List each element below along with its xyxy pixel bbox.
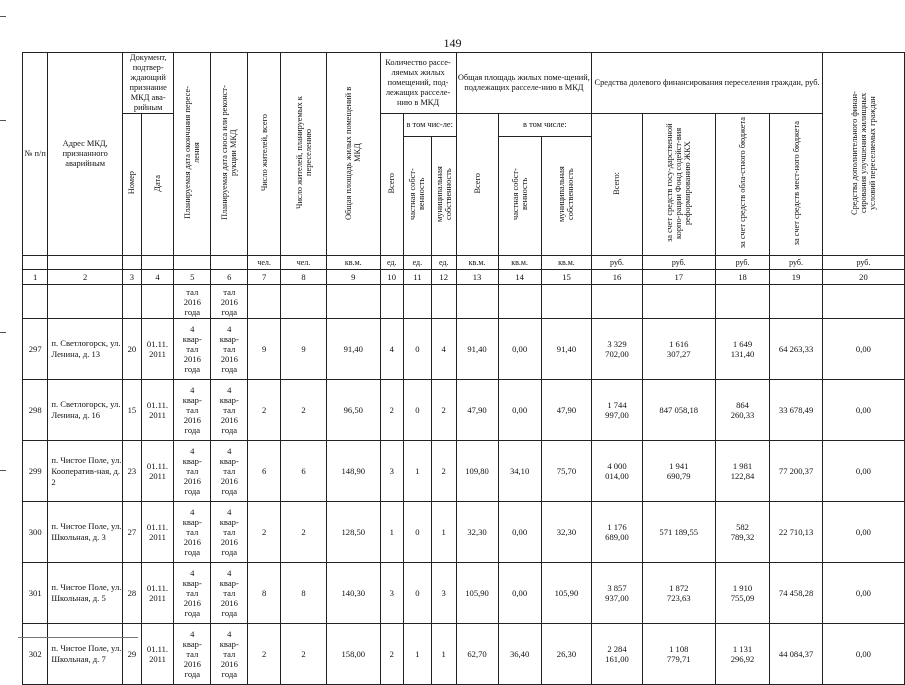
cell-line: 937,00: [605, 593, 629, 603]
header-quantity-group: Количество рассе-ляемых жилых помещений, под-лежащих расселе-нию в МКД: [380, 53, 456, 114]
header-area-group: Общая площадь жилых поме-щений, подлежащих расселе-нию в МКД: [456, 53, 592, 114]
cell-c11: 1: [403, 441, 431, 502]
cell-c8: 2: [281, 502, 327, 563]
cell-line: тал: [186, 588, 199, 598]
column-number-cell: 12: [431, 270, 456, 285]
cell-c10: 3: [380, 563, 403, 624]
cell-line: года: [184, 364, 201, 374]
cell-line: квар-: [219, 395, 239, 405]
unit-cell: [48, 256, 123, 270]
cell-line: 582: [736, 522, 749, 532]
cell-doc_date: 01.11. 2011: [141, 319, 174, 380]
cell-c18: [715, 380, 770, 441]
cell-c15: 32,30: [541, 502, 592, 563]
cell-line: 1 872: [669, 583, 689, 593]
column-number-cell: 6: [211, 270, 248, 285]
cell-c11: 0: [403, 563, 431, 624]
cell-line: 4: [227, 507, 232, 517]
cell-c16: [592, 563, 643, 624]
cell-line: 4: [227, 568, 232, 578]
column-number-cell: 10: [380, 270, 403, 285]
cell-c11: 0: [403, 319, 431, 380]
header-funds-local: за счет средств мест-ного бюджета: [770, 114, 823, 256]
header-doc-number: Номер: [123, 114, 142, 256]
cell-line: 1 176: [607, 522, 627, 532]
cell-line: 689,00: [605, 532, 629, 542]
cell-addr: п. Чистое Поле, ул. Школьная, д. 3: [48, 502, 123, 563]
cell-c9: 158,00: [327, 624, 381, 685]
column-number-cell: 19: [770, 270, 823, 285]
cell-line: 2016: [183, 415, 201, 425]
header-number: № п/п: [23, 53, 48, 256]
cell-line: 2016: [183, 659, 201, 669]
cell-c18: [715, 441, 770, 502]
cell-c12: 4: [431, 319, 456, 380]
cell-line: 307,27: [666, 349, 691, 359]
cell-addr: п. Чистое Поле, ул. Школьная, д. 5: [48, 563, 123, 624]
table-row: [23, 502, 905, 563]
cell-c8: 8: [281, 563, 327, 624]
cell-line: тал: [186, 405, 199, 415]
column-number-cell: 9: [327, 270, 381, 285]
unit-cell: ед.: [380, 256, 403, 270]
cell-c16: [592, 502, 643, 563]
header-col5: Планируемая дата окончания пересе-ления: [174, 53, 211, 256]
cell-c20: 0,00: [822, 319, 904, 380]
cell-line: 1 108: [669, 644, 689, 654]
unit-cell: руб.: [770, 256, 823, 270]
cell-c5: [174, 624, 211, 685]
cell-c19: 33 678,49: [770, 380, 823, 441]
cell-addr: п. Чистое Поле, ул. Школьная, д. 7: [48, 624, 123, 685]
cell-line: квар-: [219, 639, 239, 649]
cell-line: 779,71: [666, 654, 691, 664]
resettlement-table: [22, 52, 905, 685]
cell-line: тал: [223, 588, 236, 598]
cell-c10: 1: [380, 502, 403, 563]
cell-line: 1 131: [732, 644, 753, 654]
cell-line: 4: [190, 507, 195, 517]
cell-c11: 1: [403, 624, 431, 685]
cell-line: 571 189,55: [659, 527, 699, 537]
cell-addr: п. Светлогорск, ул. Ленина, д. 16: [48, 380, 123, 441]
cell-doc_date: 01.11. 2011: [141, 380, 174, 441]
cell-c14: 0,00: [498, 319, 541, 380]
cell-c7: 9: [248, 319, 281, 380]
cell-line: 2016: [220, 598, 238, 608]
column-number-cell: 11: [403, 270, 431, 285]
cell-c20: 0,00: [822, 624, 904, 685]
table-row: [23, 380, 905, 441]
cell-line: 847 058,18: [659, 405, 699, 415]
header-col9: Общая площадь жилых помещений в МКД: [327, 53, 381, 256]
cell-c12: 2: [431, 380, 456, 441]
cell-c16: [592, 624, 643, 685]
cell-line: 3 329: [607, 339, 627, 349]
cell-c20: 0,00: [822, 502, 904, 563]
cell-line: тал: [223, 649, 236, 659]
cell-line: квар-: [182, 334, 202, 344]
cell-c17: [642, 624, 715, 685]
cell-c17: [642, 319, 715, 380]
continuation-row: [23, 285, 905, 319]
cell-n: 297: [23, 319, 48, 380]
unit-cell: ед.: [431, 256, 456, 270]
column-number-cell: 7: [248, 270, 281, 285]
cell-line: 131,40: [730, 349, 755, 359]
cell-c7: 2: [248, 624, 281, 685]
cell-line: 2016: [183, 537, 201, 547]
cell-line: года: [184, 425, 201, 435]
cell-c14: 34,10: [498, 441, 541, 502]
cell-c18: [715, 502, 770, 563]
cell-line: года: [184, 608, 201, 618]
cell-c20: 0,00: [822, 563, 904, 624]
cell-line: 4 000: [607, 461, 627, 471]
column-number-cell: 3: [123, 270, 142, 285]
header-col7: Число жителей, всего: [248, 53, 281, 256]
header-doc-date: Дата: [141, 114, 174, 256]
cell-c11: 0: [403, 502, 431, 563]
cell-c6: [211, 319, 248, 380]
cell-line: 2016: [183, 476, 201, 486]
cell-line: года: [184, 486, 201, 496]
cell-line: года: [221, 486, 238, 496]
cell-doc_no: 20: [123, 319, 142, 380]
cell-n: 301: [23, 563, 48, 624]
cell-c18: [715, 563, 770, 624]
cell-line: 2 284: [607, 644, 627, 654]
unit-cell: кв.м.: [456, 256, 498, 270]
cell-line: тал: [223, 405, 236, 415]
cell-line: квар-: [219, 456, 239, 466]
cell-c6: [211, 380, 248, 441]
cell-line: года: [184, 547, 201, 557]
header-funds-total: Всего:: [592, 114, 643, 256]
cell-c17: [642, 441, 715, 502]
margin-marks: [0, 0, 6, 640]
cell-line: 4: [227, 446, 232, 456]
cell-line: 864: [736, 400, 749, 410]
column-number-cell: 13: [456, 270, 498, 285]
column-numbers-row: [23, 270, 905, 285]
cell-c13: 91,40: [456, 319, 498, 380]
table-row: [23, 624, 905, 685]
cell-c9: 140,30: [327, 563, 381, 624]
column-number-cell: 16: [592, 270, 643, 285]
cell-c15: 91,40: [541, 319, 592, 380]
cell-doc_no: 28: [123, 563, 142, 624]
cell-c13: 32,30: [456, 502, 498, 563]
cell-line: тал: [186, 527, 199, 537]
column-number-cell: 5: [174, 270, 211, 285]
cell-c19: 77 200,37: [770, 441, 823, 502]
cell-c6: [211, 502, 248, 563]
cell-line: 4: [190, 385, 195, 395]
cell-line: 789,32: [730, 532, 755, 542]
cell-line: квар-: [182, 578, 202, 588]
cell-line: 4: [227, 629, 232, 639]
cell-line: тал: [223, 344, 236, 354]
cell-line: квар-: [182, 456, 202, 466]
cell-c18: [715, 319, 770, 380]
cell-line: 723,63: [666, 593, 691, 603]
cell-line: квар-: [182, 639, 202, 649]
cell-c9: 96,50: [327, 380, 381, 441]
cell-c9: 128,50: [327, 502, 381, 563]
header-col8: Число жителей, планируемых к переселению: [281, 53, 327, 256]
cell-line: 4: [190, 446, 195, 456]
cell-c10: 4: [380, 319, 403, 380]
cell-c14: 36,40: [498, 624, 541, 685]
cell-line: 2016: [220, 659, 238, 669]
cell-line: 1 941: [669, 461, 689, 471]
unit-cell: кв.м.: [541, 256, 592, 270]
cell-line: 1 616: [669, 339, 689, 349]
unit-cell: кв.м.: [327, 256, 381, 270]
cell-n: 302: [23, 624, 48, 685]
cell-c8: 9: [281, 319, 327, 380]
unit-cell: руб.: [592, 256, 643, 270]
header-area-municipal: муниципальная собственность: [541, 136, 592, 255]
header-area-total: Всего: [456, 114, 498, 256]
header-address: Адрес МКД, признанного аварийным: [48, 53, 123, 256]
cell-c9: 148,90: [327, 441, 381, 502]
header-col6: Планируемая дата сноса или реконст-рукции МКД: [211, 53, 248, 256]
cell-line: 4: [227, 385, 232, 395]
cell-c19: 74 458,28: [770, 563, 823, 624]
cell-line: 4: [227, 324, 232, 334]
unit-cell: кв.м.: [498, 256, 541, 270]
unit-cell: чел.: [248, 256, 281, 270]
cell-c12: 3: [431, 563, 456, 624]
unit-cell: руб.: [822, 256, 904, 270]
unit-cell: [211, 256, 248, 270]
cell-c8: 6: [281, 441, 327, 502]
cell-doc_no: 29: [123, 624, 142, 685]
cell-doc_date: 01.11. 2011: [141, 441, 174, 502]
cell-line: года: [221, 669, 238, 679]
column-number-cell: 15: [541, 270, 592, 285]
column-number-cell: 8: [281, 270, 327, 285]
table-row: [23, 563, 905, 624]
header-qty-incl: в том чис-ле:: [403, 114, 456, 137]
cell-line: 122,84: [730, 471, 755, 481]
cell-c13: 62,70: [456, 624, 498, 685]
cell-line: тал: [186, 466, 199, 476]
cell-c15: 75,70: [541, 441, 592, 502]
cell-line: 3 857: [607, 583, 627, 593]
units-row: [23, 256, 905, 270]
cell-line: 4: [190, 568, 195, 578]
cell-line: 4: [190, 629, 195, 639]
unit-cell: чел.: [281, 256, 327, 270]
cell-line: 2016: [183, 354, 201, 364]
cell-c17: [642, 563, 715, 624]
cell-c12: 2: [431, 441, 456, 502]
header-funds-fund: за счет средств госу-дарственной корпо-рации Фонд содейст-вия реформированию ЖКХ: [642, 114, 715, 256]
column-number-cell: 20: [822, 270, 904, 285]
column-number-cell: 18: [715, 270, 770, 285]
cell-line: 2016: [220, 354, 238, 364]
cell-line: 2016: [220, 476, 238, 486]
cell-line: 2016: [183, 598, 201, 608]
cell-c11: 0: [403, 380, 431, 441]
cell-line: 1 649: [732, 339, 753, 349]
cell-line: 1 981: [732, 461, 753, 471]
cell-n: 299: [23, 441, 48, 502]
unit-cell: [141, 256, 174, 270]
cell-line: тал: [186, 344, 199, 354]
cell-line: тал: [223, 466, 236, 476]
cell-doc_no: 23: [123, 441, 142, 502]
continuation-col5: тал 2016 года: [174, 285, 211, 319]
cell-c10: 2: [380, 624, 403, 685]
cell-doc_date: 01.11. 2011: [141, 502, 174, 563]
cell-c17: [642, 380, 715, 441]
cell-addr: п. Светлогорск, ул. Ленина, д. 13: [48, 319, 123, 380]
cell-c14: 0,00: [498, 502, 541, 563]
column-number-cell: 1: [23, 270, 48, 285]
cell-c15: 105,90: [541, 563, 592, 624]
cell-line: 702,00: [605, 349, 629, 359]
cell-line: года: [221, 547, 238, 557]
header-funds-region: за счет средств обла-стного бюджета: [715, 114, 770, 256]
cell-line: 296,92: [730, 654, 755, 664]
cell-c5: [174, 502, 211, 563]
cell-c14: 0,00: [498, 563, 541, 624]
cell-line: 997,00: [605, 410, 629, 420]
cell-line: 690,79: [666, 471, 691, 481]
cell-n: 300: [23, 502, 48, 563]
table-row: [23, 441, 905, 502]
cell-c15: 26,30: [541, 624, 592, 685]
cell-doc_no: 27: [123, 502, 142, 563]
unit-cell: руб.: [715, 256, 770, 270]
cell-c6: [211, 441, 248, 502]
cell-line: квар-: [219, 517, 239, 527]
cell-line: квар-: [219, 578, 239, 588]
continuation-col6: тал 2016 года: [211, 285, 248, 319]
cell-line: тал: [223, 527, 236, 537]
cell-c7: 6: [248, 441, 281, 502]
cell-addr: п. Чистое Поле, ул. Кооператив-ная, д. 2: [48, 441, 123, 502]
cell-line: года: [184, 669, 201, 679]
cell-line: 1 744: [607, 400, 627, 410]
cell-c19: 22 710,13: [770, 502, 823, 563]
cell-doc_date: 01.11. 2011: [141, 624, 174, 685]
cell-c13: 105,90: [456, 563, 498, 624]
cell-c13: 109,80: [456, 441, 498, 502]
column-number-cell: 17: [642, 270, 715, 285]
cell-c10: 2: [380, 380, 403, 441]
cell-c5: [174, 380, 211, 441]
cell-line: 161,00: [605, 654, 629, 664]
cell-c7: 8: [248, 563, 281, 624]
cell-n: 298: [23, 380, 48, 441]
cell-c9: 91,40: [327, 319, 381, 380]
cell-c16: [592, 380, 643, 441]
cell-c15: 47,90: [541, 380, 592, 441]
cell-c12: 1: [431, 624, 456, 685]
cell-c20: 0,00: [822, 441, 904, 502]
header-document-group: Документ, подтвер-ждающий признание МКД ава-рийным: [123, 53, 174, 114]
cell-c20: 0,00: [822, 380, 904, 441]
unit-cell: [23, 256, 48, 270]
cell-line: года: [221, 364, 238, 374]
cell-line: 755,09: [730, 593, 755, 603]
cell-c16: [592, 319, 643, 380]
header-qty-municipal: муниципальная собственность: [431, 136, 456, 255]
page-number: 149: [443, 36, 462, 50]
header-area-incl: в том числе:: [498, 114, 592, 137]
cell-doc_date: 01.11. 2011: [141, 563, 174, 624]
cell-line: квар-: [182, 517, 202, 527]
cell-c19: 64 263,33: [770, 319, 823, 380]
cell-c6: [211, 624, 248, 685]
cell-c5: [174, 563, 211, 624]
cell-line: квар-: [182, 395, 202, 405]
cell-c5: [174, 441, 211, 502]
column-number-cell: 4: [141, 270, 174, 285]
column-number-cell: 2: [48, 270, 123, 285]
cell-line: 2016: [220, 415, 238, 425]
cell-line: года: [221, 425, 238, 435]
unit-cell: ед.: [403, 256, 431, 270]
cell-c14: 0,00: [498, 380, 541, 441]
cell-line: года: [221, 608, 238, 618]
table-row: [23, 319, 905, 380]
header-funds-group: Средства долевого финансирования переселения граждан, руб.: [592, 53, 823, 114]
header-col20: Средства дополнительного финан-сирования улучшения жилищных условий переселяемых граждан: [822, 53, 904, 256]
cell-line: тал: [186, 649, 199, 659]
cell-c12: 1: [431, 502, 456, 563]
cell-c13: 47,90: [456, 380, 498, 441]
bottom-rule: [18, 637, 138, 638]
cell-line: квар-: [219, 334, 239, 344]
unit-cell: руб.: [642, 256, 715, 270]
header-qty-total: Всего: [380, 114, 403, 256]
cell-c8: 2: [281, 624, 327, 685]
cell-c18: [715, 624, 770, 685]
header-qty-private: частная собст-венность: [403, 136, 431, 255]
cell-c19: 44 084,37: [770, 624, 823, 685]
cell-line: 2016: [220, 537, 238, 547]
cell-c10: 3: [380, 441, 403, 502]
cell-line: 014,00: [605, 471, 629, 481]
unit-cell: [174, 256, 211, 270]
cell-c5: [174, 319, 211, 380]
cell-c7: 2: [248, 380, 281, 441]
cell-line: 1 910: [732, 583, 753, 593]
unit-cell: [123, 256, 142, 270]
cell-c16: [592, 441, 643, 502]
cell-c6: [211, 563, 248, 624]
cell-c8: 2: [281, 380, 327, 441]
cell-c7: 2: [248, 502, 281, 563]
column-number-cell: 14: [498, 270, 541, 285]
cell-c17: [642, 502, 715, 563]
cell-doc_no: 15: [123, 380, 142, 441]
cell-line: 4: [190, 324, 195, 334]
cell-line: 260,33: [730, 410, 755, 420]
header-area-private: частная собст-венность: [498, 136, 541, 255]
